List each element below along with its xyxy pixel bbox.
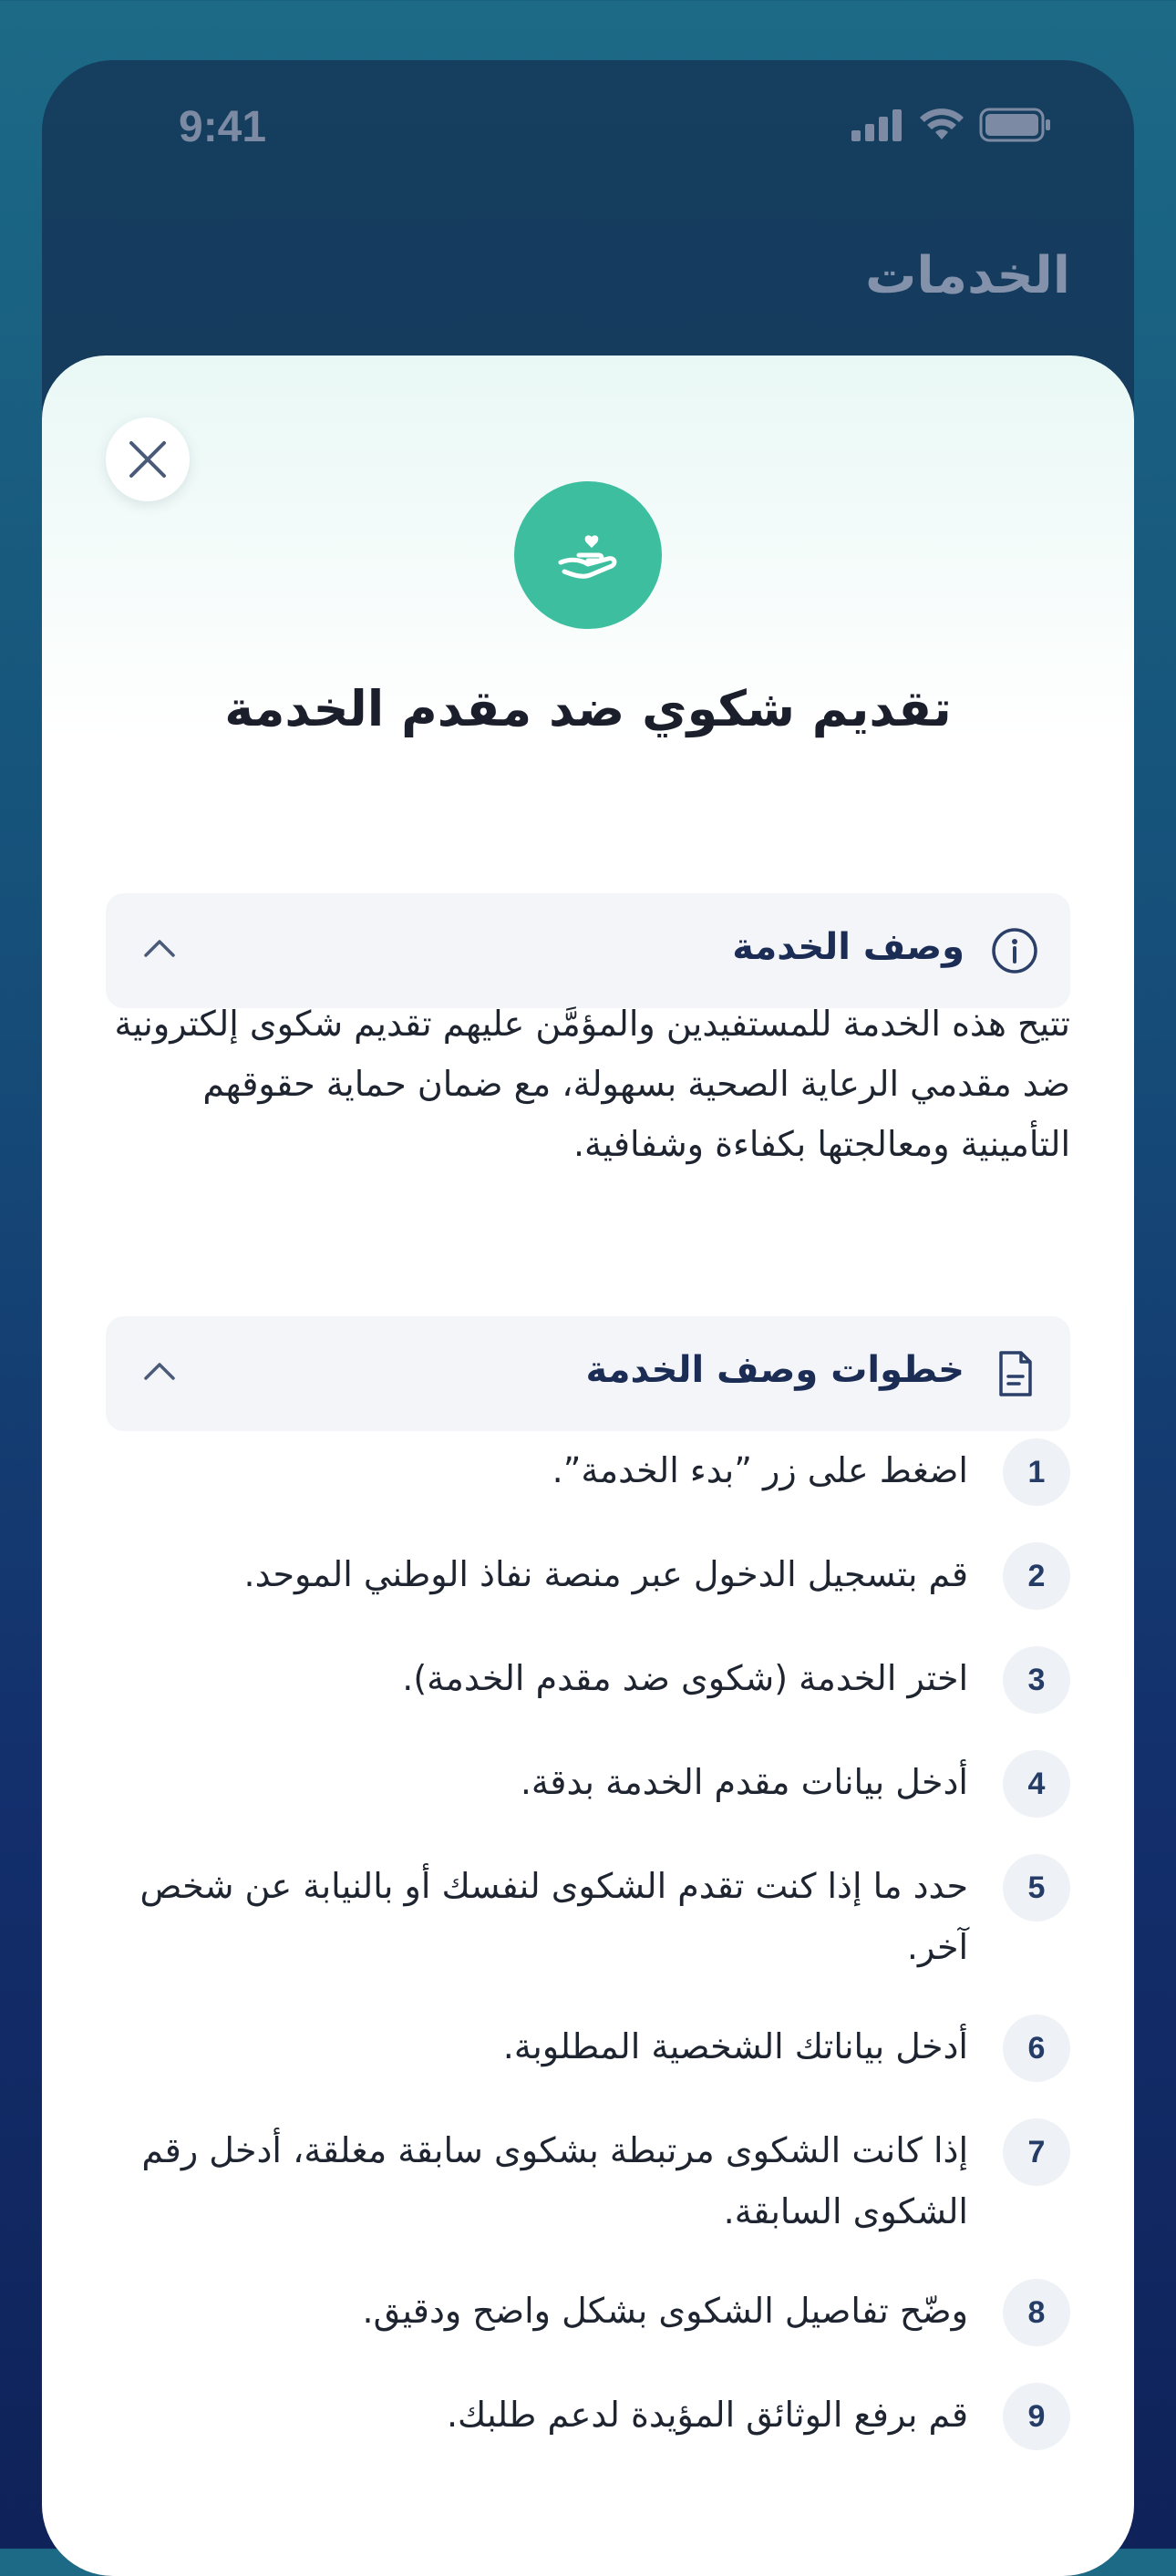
step-number: 3 xyxy=(1003,1646,1070,1714)
wifi-icon xyxy=(919,108,965,141)
close-button[interactable] xyxy=(106,417,190,501)
step-text: قم بتسجيل الدخول عبر منصة نفاذ الوطني الموحد. xyxy=(243,1554,968,1594)
hand-heart-icon xyxy=(514,481,662,629)
step-text: أدخل بيانات مقدم الخدمة بدقة. xyxy=(520,1762,968,1802)
service-description-text: تتيح هذه الخدمة للمستفيدين والمؤمَّن عليهم تقديم شكوى إلكترونية ضد مقدمي الرعاية الصحية بسهولة، مع ضمان حماية حقوقهم التأمينية ومعالجتها بكفاءة وشفافية. xyxy=(114,1004,1070,1164)
chevron-up-icon xyxy=(140,930,179,968)
step-text: قم برفع الوثائق المؤيدة لدعم طلبك. xyxy=(446,2395,968,2435)
step-text: اختر الخدمة (شكوى ضد مقدم الخدمة). xyxy=(402,1658,968,1698)
document-icon xyxy=(990,1349,1039,1398)
step-item xyxy=(106,1438,1070,1506)
step-text: اضغط على زر ”بدء الخدمة”. xyxy=(552,1450,968,1490)
service-sheet xyxy=(42,355,1134,2576)
step-item xyxy=(106,2383,1070,2450)
service-description-title: وصف الخدمة xyxy=(732,926,965,968)
signal-icon xyxy=(851,108,904,141)
step-text: وضّح تفاصيل الشكوى بشكل واضح ودقيق. xyxy=(362,2291,968,2331)
step-number: 4 xyxy=(1003,1750,1070,1818)
step-text: حدد ما إذا كنت تقدم الشكوى لنفسك أو بالنيابة عن شخص آخر. xyxy=(139,1866,968,1967)
step-number: 6 xyxy=(1003,2014,1070,2082)
step-item xyxy=(106,1646,1070,1714)
phone-frame xyxy=(42,60,1134,2576)
status-icons xyxy=(851,108,1052,142)
step-item xyxy=(106,1854,1070,1978)
steps-list xyxy=(106,1438,1070,2487)
step-item xyxy=(106,2279,1070,2346)
status-time: 9:41 xyxy=(179,103,267,151)
service-description-accordion[interactable] xyxy=(106,893,1070,1008)
step-number: 9 xyxy=(1003,2383,1070,2450)
chevron-up-icon xyxy=(140,1353,179,1391)
battery-icon xyxy=(979,108,1052,142)
step-number: 2 xyxy=(1003,1542,1070,1610)
service-steps-accordion[interactable] xyxy=(106,1316,1070,1431)
header-title: الخدمات xyxy=(865,246,1070,305)
step-item xyxy=(106,2014,1070,2082)
service-steps-title: خطوات وصف الخدمة xyxy=(585,1349,965,1391)
step-number: 1 xyxy=(1003,1438,1070,1506)
service-title: تقديم شكوي ضد مقدم الخدمة xyxy=(224,680,952,737)
close-icon xyxy=(128,439,168,479)
step-item xyxy=(106,1750,1070,1818)
step-number: 8 xyxy=(1003,2279,1070,2346)
step-text: إذا كانت الشكوى مرتبطة بشكوى سابقة مغلقة، أدخل رقم الشكوى السابقة. xyxy=(141,2130,968,2231)
step-text: أدخل بياناتك الشخصية المطلوبة. xyxy=(502,2026,968,2066)
step-number: 7 xyxy=(1003,2118,1070,2186)
step-number: 5 xyxy=(1003,1854,1070,1922)
step-item xyxy=(106,1542,1070,1610)
step-item xyxy=(106,2118,1070,2242)
info-icon xyxy=(990,926,1039,975)
